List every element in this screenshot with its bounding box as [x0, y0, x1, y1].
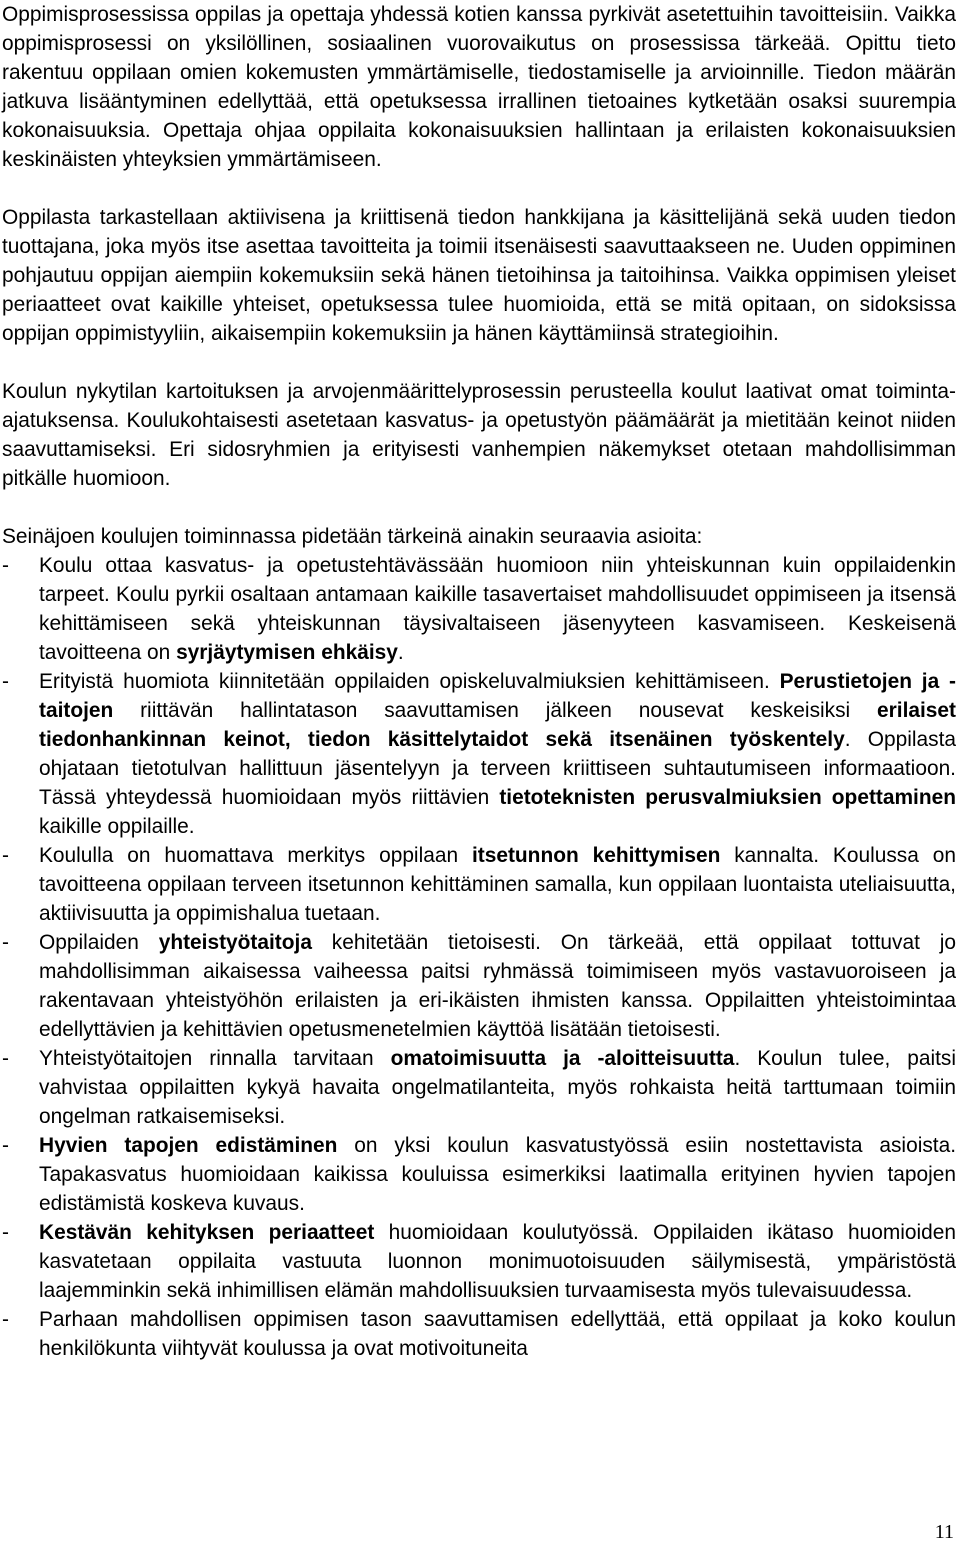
paragraph: Oppimisprosessissa oppilas ja opettaja yhdessä kotien kanssa pyrkivät asetettuihin tavoitteisiin. Vaikka oppimisprosessi on yksilöllinen, sosiaalinen vuorovaikutus on prosessissa tärkeää. Opittu tieto rakentuu oppilaan omien kokemusten ymmärtämiselle, tiedostamiselle ja arvioinnille. Tiedon määrän jatkuva lisääntyminen edellyttää, että opetuksessa irrallinen tietoaines kytketään osaksi suurempia kokonaisuuksia. Opettaja ohjaa oppilaita kokonaisuuksien hallintaan ja erilaisten kokonaisuuksien keskinäisten yhteyksien ymmärtämiseen. — [2, 3, 956, 171]
list-intro: Seinäjoen koulujen toiminnassa pidetään tärkeinä ainakin seuraavia asioita: — [2, 525, 703, 548]
list-text: Oppilaiden — [39, 931, 159, 954]
list-text: riittävän hallintatason saavuttamisen jälkeen nousevat keskeisiksi — [113, 699, 878, 722]
list-item — [2, 1044, 956, 1131]
list-dash-marker: - — [2, 1134, 9, 1157]
list-text: Erityistä huomiota kiinnitetään oppilaiden opiskeluvalmiuksien kehittämiseen. — [39, 670, 780, 693]
list-text: kaikille oppilaille. — [39, 815, 195, 838]
page-number: 11 — [934, 1521, 954, 1543]
list-text: Koulu ottaa kasvatus- ja opetustehtävässään huomioon niin yhteiskunnan kuin oppilaidenkin tarpeet. Koulu pyrkii osaltaan antamaan kaikille tasavertaiset mahdollisuudet oppimiseen ja itsensä kehittämiseen sekä yhteiskunnan täysivaltaiseen jäsenyyteen kasvamiseen. Keskeisenä tavoitteena on — [39, 554, 956, 664]
list-text: . Koulun tulee, paitsi vahvistaa oppilaitten kykyä havaita ongelmatilanteita, myös rohkaista heitä tarttumaan toimiin ongelman ratkaisemiseksi. — [39, 1047, 957, 1128]
emphasis-text: itsetunnon kehittymisen — [471, 844, 721, 867]
list-dash-marker: - — [2, 1047, 9, 1070]
list-item — [2, 841, 956, 928]
list-item — [2, 1131, 956, 1218]
list-text: Koululla on huomattava merkitys oppilaan — [39, 844, 472, 867]
emphasis-text: tietoteknisten perusvalmiuksien opettaminen — [499, 786, 956, 809]
paragraph: Koulun nykytilan kartoituksen ja arvojenmäärittelyprosessin perusteella koulut laativat omat toiminta-ajatuksensa. Koulukohtaisesti asetetaan kasvatus- ja opetustyön päämäärät ja mietitään keinot niiden saavuttamiseksi. Eri sidosryhmien ja erityisesti vanhempien näkemykset otetaan mahdollisimman pitkälle huomioon. — [2, 380, 956, 490]
emphasis-text: erilaiset tiedonhankinnan keinot, tiedon käsittelytaidot sekä itsenäinen työskentely — [39, 699, 956, 751]
list-text: . — [397, 641, 404, 664]
list-text: kehitetään tietoisesti. On tärkeää, että oppilaat tottuvat jo mahdollisimman aikaisessa vaiheessa paitsi ryhmässä toimimiseen myös vastavuoroiseen ja rakentavaan yhteistyöhön erilaisten ja eri-ikäisten ihmisten kanssa. Oppilaitten yhteistoimintaa edellyttävien ja kehittävien opetusmenetelmien käyttöä lisätään tietoisesti. — [39, 931, 957, 1041]
list-dash-marker: - — [2, 1221, 9, 1244]
list-dash-marker: - — [2, 670, 9, 693]
list-text: Parhaan mahdollisen oppimisen tason saavuttamisen edellyttää, että oppilaat ja koko koulun henkilökunta viihtyvät koulussa ja ovat motivoituneita — [39, 1308, 956, 1360]
list-item — [2, 1218, 956, 1305]
list-text: huomioidaan koulutyössä. Oppilaiden ikätaso huomioiden kasvatetaan oppilaita vastuuta luonnon monimuotoisuuden säilymisestä, ympäristöstä laajemminkin sekä inhimillisen elämän mahdollisuuksien turvaamisesta myös tulevaisuudessa. — [39, 1221, 956, 1302]
list-item — [2, 551, 956, 667]
priority-list — [2, 551, 956, 1363]
emphasis-text: Perustietojen ja -taitojen — [39, 670, 956, 722]
paragraph: Oppilasta tarkastellaan aktiivisena ja kriittisenä tiedon hankkijana ja käsittelijänä sekä uuden tiedon tuottajana, joka myös itse asettaa tavoitteita ja toimii itsenäisesti saavuttaakseen ne. Uuden oppiminen pohjautuu oppijan aiempiin kokemuksiin sekä hänen tietoihinsa ja taitoihinsa. Vaikka oppimisen yleiset periaatteet ovat kaikille yhteiset, opetuksessa tulee huomioida, että se mitä opitaan, on sidoksissa oppijan oppimistyyliin, aikaisempiin kokemuksiin ja hänen käyttämiinsä strategioihin. — [2, 206, 956, 345]
emphasis-text: syrjäytymisen ehkäisy — [176, 641, 398, 664]
document-page — [2, 0, 956, 1363]
list-text: on yksi koulun kasvatustyössä esiin nostettavista asioista. Tapakasvatus huomioidaan kaikissa kouluissa esimerkiksi laatimalla erityinen hyvien tapojen edistämistä koskeva kuvaus. — [39, 1134, 957, 1215]
list-dash-marker: - — [2, 554, 9, 577]
list-item — [2, 1305, 956, 1363]
list-text: . Oppilasta ohjataan tietotulvan hallittuun jäsentelyyn ja terveen kriittiseen suhtautumiseen informaatioon. Tässä yhteydessä huomioidaan myös riittävien — [39, 728, 956, 809]
list-dash-marker: - — [2, 1308, 9, 1331]
list-dash-marker: - — [2, 844, 9, 867]
emphasis-text: omatoimisuutta ja -aloitteisuutta — [390, 1047, 735, 1070]
list-item — [2, 667, 956, 841]
list-text: Yhteistyötaitojen rinnalla tarvitaan — [39, 1047, 391, 1070]
list-item — [2, 928, 956, 1044]
emphasis-text: Hyvien tapojen edistäminen — [39, 1134, 338, 1157]
emphasis-text: yhteistyötaitoja — [158, 931, 312, 954]
list-dash-marker: - — [2, 931, 9, 954]
emphasis-text: Kestävän kehityksen periaatteet — [39, 1221, 375, 1244]
list-text: kannalta. Koulussa on tavoitteena oppilaan terveen itsetunnon kehittäminen samalla, kun oppilaan luontaista uteliaisuutta, aktiivisuutta ja oppimishalua tuetaan. — [39, 844, 956, 925]
